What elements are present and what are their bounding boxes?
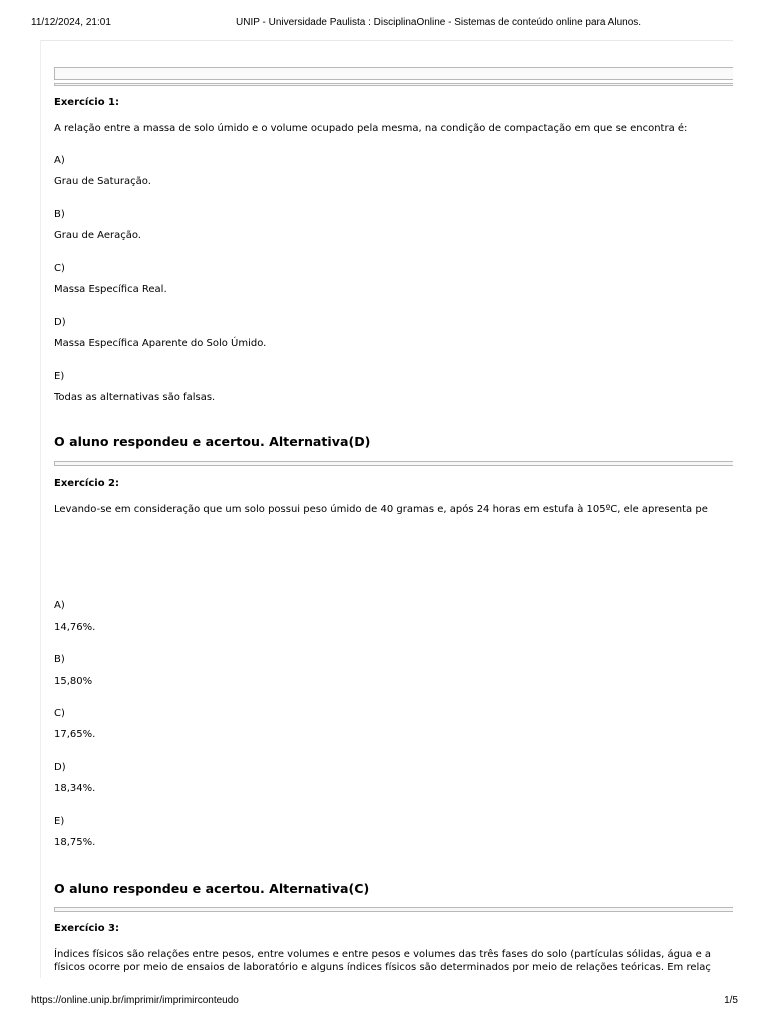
exercise-question: Levando-se em consideração que um solo possui peso úmido de 40 gramas e, após 24 horas em estufa à 105ºC, ele apresenta pe xyxy=(54,504,708,515)
option-letter: E) xyxy=(54,371,65,382)
option-text: 18,34%. xyxy=(54,783,96,794)
option-letter: B) xyxy=(54,209,65,220)
option-letter: D) xyxy=(54,762,66,773)
option-text: Grau de Saturação. xyxy=(54,176,151,187)
page-number: 1/5 xyxy=(724,995,738,1006)
option-letter: A) xyxy=(54,600,65,611)
exercise-title: Exercício 1: xyxy=(54,97,120,108)
answer-result: O aluno respondeu e acertou. Alternativa(C) xyxy=(54,881,370,896)
exercise-question-line: físicos ocorre por meio de ensaios de laboratório e alguns índices físicos são determinados por meio de relações teóricas. Em relaç xyxy=(54,962,711,973)
page-viewport xyxy=(0,40,733,978)
option-letter: E) xyxy=(54,816,65,827)
separator xyxy=(54,461,733,466)
option-text: Massa Específica Real. xyxy=(54,284,167,295)
answer-result: O aluno respondeu e acertou. Alternativa(D) xyxy=(54,434,371,449)
separator xyxy=(54,907,733,912)
print-url: https://online.unip.br/imprimir/imprimirconteudo xyxy=(31,995,239,1006)
option-text: Grau de Aeração. xyxy=(54,230,141,241)
exercise-question: A relação entre a massa de solo úmido e o volume ocupado pela mesma, na condição de compactação em que se encontra é: xyxy=(54,123,688,134)
option-letter: B) xyxy=(54,654,65,665)
option-text: 17,65%. xyxy=(54,729,96,740)
exercise-title: Exercício 3: xyxy=(54,923,120,934)
print-page-title: UNIP - Universidade Paulista : DisciplinaOnline - Sistemas de conteúdo online para Alunos. xyxy=(236,17,642,28)
option-text: 18,75%. xyxy=(54,837,96,848)
option-letter: C) xyxy=(54,263,65,274)
separator xyxy=(54,83,733,86)
exercise-question-line: Índices físicos são relações entre pesos, entre volumes e entre pesos e volumes das três fases do solo (partículas sólidas, água e a xyxy=(54,949,712,960)
option-letter: A) xyxy=(54,155,65,166)
option-letter: D) xyxy=(54,317,66,328)
option-text: Massa Específica Aparente do Solo Úmido. xyxy=(54,338,267,349)
print-footer xyxy=(0,994,768,1014)
option-text: 14,76%. xyxy=(54,622,96,633)
option-text: 15,80% xyxy=(54,676,93,687)
exercise-title: Exercício 2: xyxy=(54,478,120,489)
content-area xyxy=(40,40,733,978)
print-datetime: 11/12/2024, 21:01 xyxy=(31,17,111,28)
print-header xyxy=(0,0,768,40)
option-letter: C) xyxy=(54,708,65,719)
top-separator xyxy=(54,67,733,80)
option-text: Todas as alternativas são falsas. xyxy=(54,392,216,403)
